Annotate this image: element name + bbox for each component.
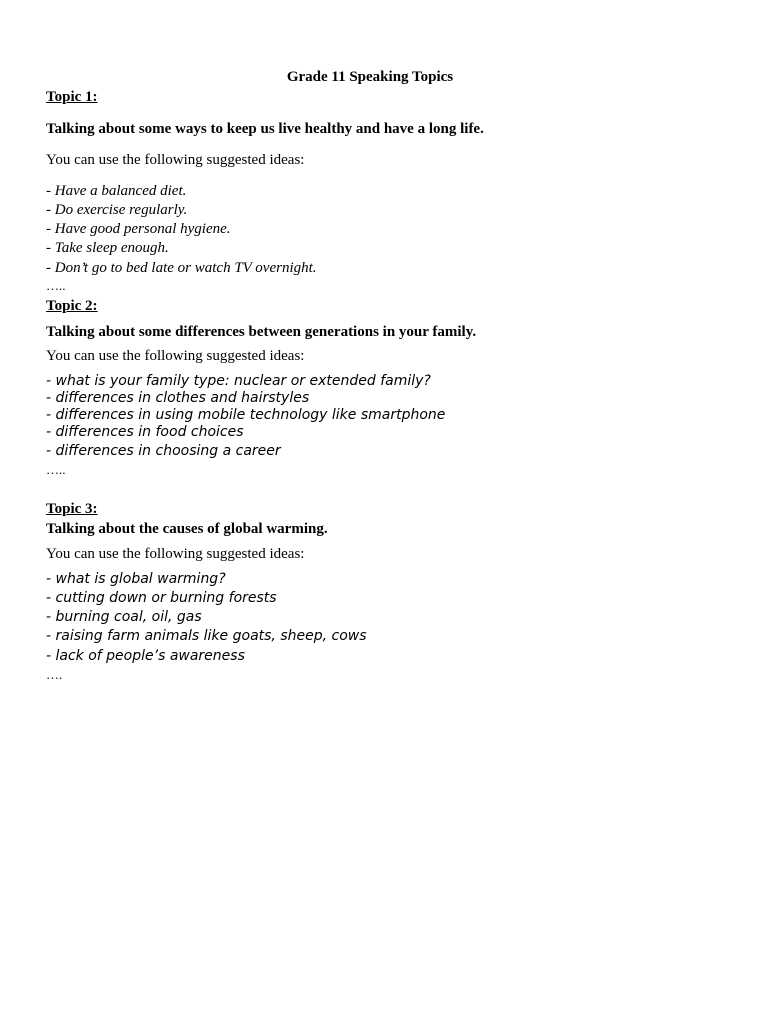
topic-2-idea: - differences in using mobile technology like smartphone [46,407,446,423]
topic-2-intro: You can use the following suggested ideas: [46,348,305,364]
topic-3-prompt: Talking about the causes of global warming. [46,521,328,537]
topic-1-idea: - Have a balanced diet. [46,183,187,199]
topic-2-prompt: Talking about some differences between generations in your family. [46,324,477,340]
topic-1-idea: - Have good personal hygiene. [46,221,231,237]
topic-1-intro: You can use the following suggested ideas: [46,152,305,168]
topic-2-label: Topic 2: [46,298,98,314]
topic-2-idea: - differences in clothes and hairstyles [46,390,310,406]
topic-3-intro: You can use the following suggested ideas: [46,546,305,562]
topic-2-ellipsis: ….. [46,462,66,477]
topic-1-label: Topic 1: [46,89,98,105]
topic-2-idea: - what is your family type: nuclear or extended family? [46,373,431,389]
topic-1-ellipsis: ….. [46,278,66,293]
topic-2-idea: - differences in choosing a career [46,443,281,459]
topic-3-ellipsis: …. [46,667,63,682]
topic-1-idea: - Take sleep enough. [46,240,169,256]
topic-1-idea: - Do exercise regularly. [46,202,188,218]
document-title: Grade 11 Speaking Topics [286,69,454,85]
topic-3-idea: - raising farm animals like goats, sheep, cows [46,628,367,644]
topic-3-idea: - burning coal, oil, gas [46,609,202,625]
topic-3-idea: - what is global warming? [46,571,226,587]
topic-3-idea: - cutting down or burning forests [46,590,277,606]
topic-3-label: Topic 3: [46,501,98,517]
topic-1-prompt: Talking about some ways to keep us live healthy and have a long life. [46,121,484,137]
topic-1-idea: - Don’t go to bed late or watch TV overnight. [46,260,317,276]
topic-2-idea: - differences in food choices [46,424,244,440]
topic-3-idea: - lack of people’s awareness [46,648,245,664]
